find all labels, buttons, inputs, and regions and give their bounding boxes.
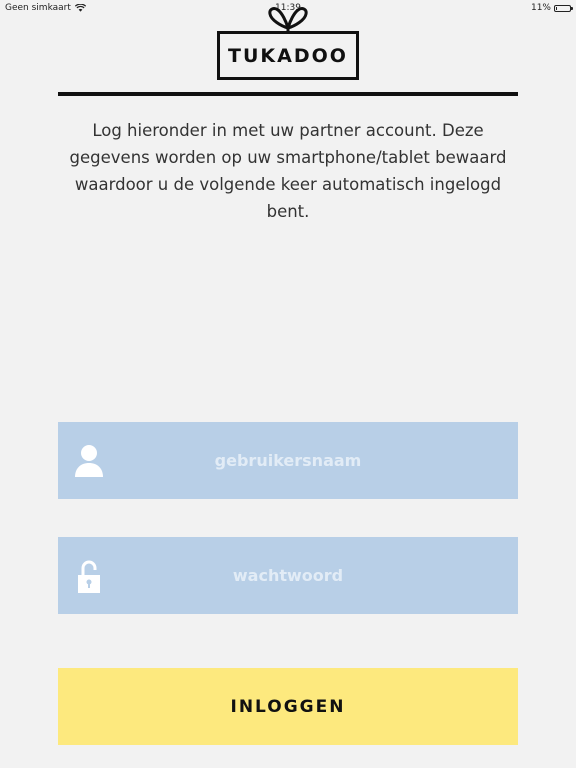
status-right: [531, 0, 571, 16]
carrier-label: Geen simkaart: [5, 3, 71, 13]
battery-percentage: 11%: [530, 3, 551, 13]
header-divider: [58, 92, 518, 96]
password-input[interactable]: [58, 537, 518, 614]
gift-bow-icon: [265, 6, 311, 34]
password-field[interactable]: [58, 537, 518, 614]
login-button[interactable]: INLOGGEN: [58, 668, 518, 745]
battery-fill: [556, 7, 557, 10]
status-time: 11:39: [275, 3, 301, 13]
logo: [217, 6, 359, 76]
username-field[interactable]: [58, 422, 518, 499]
battery-icon: [554, 5, 571, 12]
username-input[interactable]: [58, 422, 518, 499]
intro-text: Log hieronder in met uw partner account. Deze gegevens worden op uw smartphone/tablet bewaard waardoor u de volgende keer automatisch ingelogd bent.: [69, 121, 507, 221]
logo-text: TUKADOO: [217, 31, 359, 80]
